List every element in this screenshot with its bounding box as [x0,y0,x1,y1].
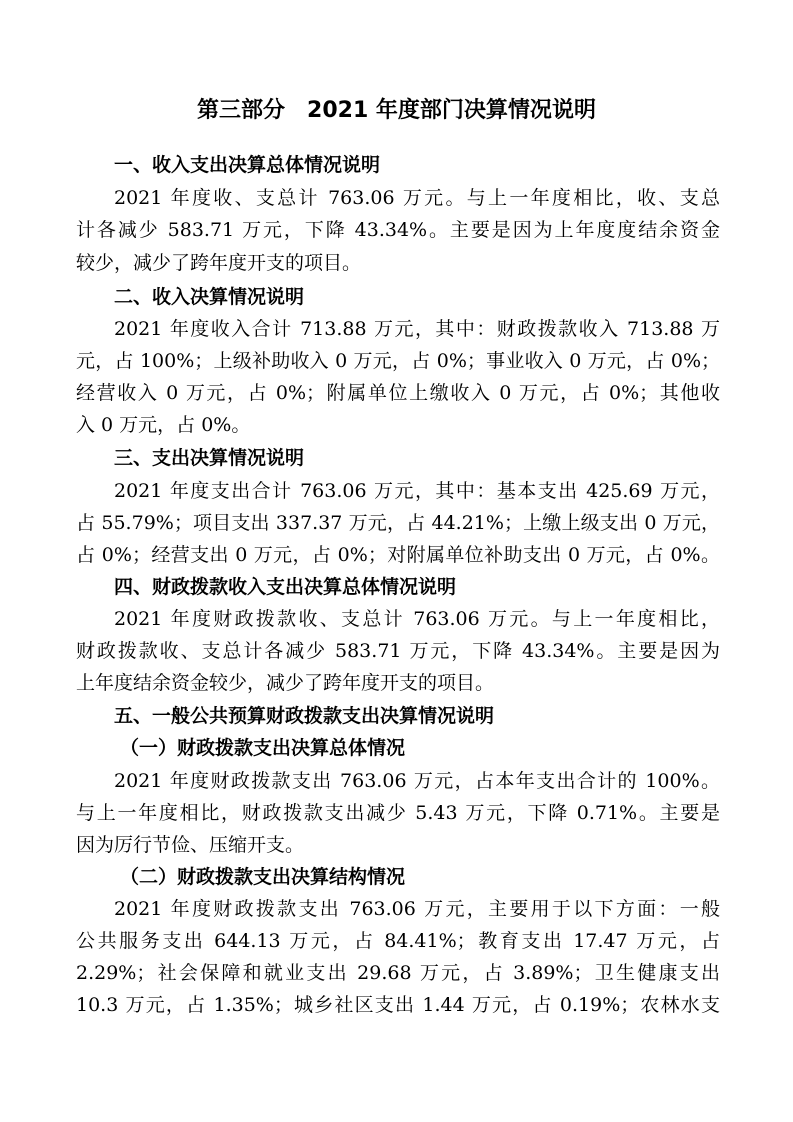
section-2-line-1: 2021 年度收入合计 713.88 万元，其中：财政拨款收入 713.88 万 [114,318,720,340]
section-4-line-2: 财政拨款收、支总计各减少 583.71 万元，下降 43.34%。主要是因为 [76,640,720,662]
section-5-sub-2-heading: （二）财政拨款支出决算结构情况 [120,866,406,888]
section-3-line-1: 2021 年度支出合计 763.06 万元，其中：基本支出 425.69 万元， [114,480,720,502]
section-2-line-4: 入 0 万元，占 0%。 [76,414,251,436]
section-5-sub-1-heading: （一）财政拨款支出决算总体情况 [120,737,406,759]
section-3-line-3: 占 0%；经营支出 0 万元，占 0%；对附属单位补助支出 0 万元，占 0%。 [76,544,720,566]
page-title: 第三部分 2021 年度部门决算情况说明 [197,98,596,123]
section-3-line-2: 占 55.79%；项目支出 337.37 万元，占 44.21%；上缴上级支出 0 万元， [76,512,720,534]
section-1-heading: 一、收入支出决算总体情况说明 [114,154,381,176]
section-1-line-3: 较少，减少了跨年度开支的项目。 [76,252,362,274]
section-2-line-2: 元，占 100%；上级补助收入 0 万元，占 0%；事业收入 0 万元，占 0%； [76,350,720,372]
section-1-line-1: 2021 年度收、支总计 763.06 万元。与上一年度相比，收、支总 [114,187,720,209]
section-4-line-1: 2021 年度财政拨款收、支总计 763.06 万元。与上一年度相比， [114,608,720,630]
section-5-heading: 五、一般公共预算财政拨款支出决算情况说明 [114,705,495,727]
section-5-sub-1-line-3: 因为厉行节俭、压缩开支。 [76,834,305,856]
section-5-sub-2-line-2: 公共服务支出 644.13 万元，占 84.41%；教育支出 17.47 万元，占 [76,930,720,952]
section-2-heading: 二、收入决算情况说明 [114,286,305,308]
section-5-sub-1-line-2: 与上一年度相比，财政拨款支出减少 5.43 万元，下降 0.71%。主要是 [76,802,720,824]
section-3-heading: 三、支出决算情况说明 [114,447,305,469]
section-5-sub-2-line-3: 2.29%；社会保障和就业支出 29.68 万元，占 3.89%；卫生健康支出 [76,962,720,984]
section-4-heading: 四、财政拨款收入支出决算总体情况说明 [114,576,457,598]
section-2-line-3: 经营收入 0 万元，占 0%；附属单位上缴收入 0 万元，占 0%；其他收 [76,382,720,404]
section-5-sub-2-line-4: 10.3 万元，占 1.35%；城乡社区支出 1.44 万元，占 0.19%；农林水支 [76,994,720,1016]
section-4-line-3: 上年度结余资金较少，减少了跨年度开支的项目。 [76,672,495,694]
section-5-sub-2-line-1: 2021 年度财政拨款支出 763.06 万元，主要用于以下方面：一般 [114,898,720,920]
section-1-line-2: 计各减少 583.71 万元，下降 43.34%。主要是因为上年度度结余资金 [76,219,720,241]
section-5-sub-1-line-1: 2021 年度财政拨款支出 763.06 万元，占本年支出合计的 100%。 [114,770,720,792]
